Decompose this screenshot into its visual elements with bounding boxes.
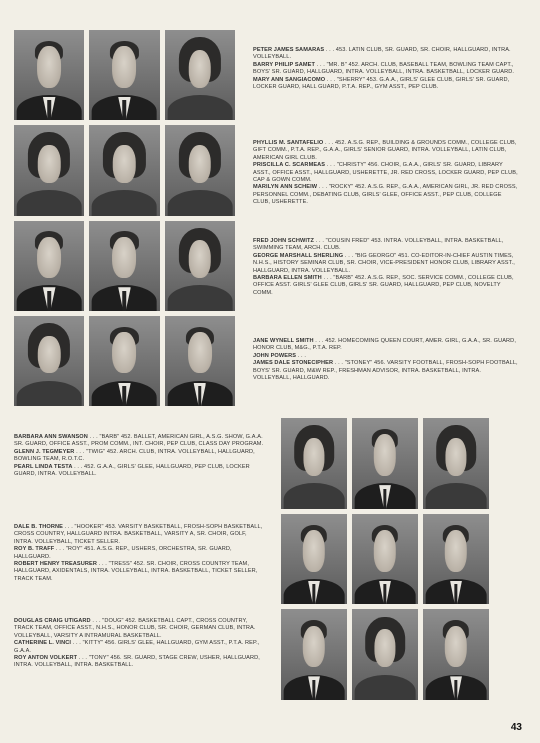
student-activities: . . . "DOUG" 452. BASKETBALL CAPT., CROSS COUNTRY, TRACK TEAM, OFFICE ASST., N.H.S., HONOR CLUB, SR. CHOIR, GERMAN CLUB, INTRA. VOLLEYBALL, VARSITY A INTRAMURAL BASKETBALL. [14,618,256,639]
bio-entry [253,360,519,382]
student-activities: . . . "COUSIN FRED" 453. INTRA. VOLLEYBALL, INTRA. BASKETBALL, SWIMMING TEAM, ARCH. CLUB. [253,238,504,252]
student-activities: . . . "ROCKY" 452. A.S.G. REP., G.A.A., AMERICAN GIRL, JR. RED CROSS, PERSONNEL COMM., DEBATING CLUB, GIRLS' GLEE, OFFICE ASST., PEP CLUB, COLLEGE CLUB, USHERETTE. [253,184,518,206]
student-name: FRED JOHN SCHWITZ [253,238,315,244]
bio-entry [14,464,266,479]
bio-entry [14,561,266,583]
bio-group [253,238,519,297]
student-activities: . . . "TONY" 456. SR. GUARD, STAGE CREW, USHER, HALLGUARD, INTRA. VOLLEYBALL, INTRA. BASKETBALL. [14,655,260,669]
student-activities: . . . "HOOKER" 453. VARSITY BASKETBALL, FROSH-SOPH BASKETBALL, CROSS COUNTRY, HALLGUARD INTRA. BASKETBALL, VARSITY A, SR. CHOIR, GOLF, INTRA. VOLLEYBALL, TICKET SELLER. [14,524,263,545]
portrait-scarmeas [89,125,159,215]
student-name: PEARL LINDA TESTA [14,463,73,470]
student-name: DALE B. THORNE [14,524,63,530]
bio-group [14,434,266,478]
student-name: ROY B. TRAFF [14,546,55,553]
portrait-samet [89,30,159,120]
photo-grid-top [14,30,235,406]
portrait-schwitz [14,221,84,311]
bio-group [253,140,519,207]
portrait-swanson [281,418,347,509]
bio-group [14,618,266,670]
student-name: JAMES DALE STONECIPHER [253,360,334,367]
student-name: BARBARA ANN SWANSON [14,434,88,440]
page-number: 43 [510,722,522,733]
bio-entry [253,184,519,206]
bio-entry [14,546,266,561]
student-name: ROY ANTON VOLKERT [14,655,78,662]
student-name: GLENN J. TEGMEYER [14,448,75,455]
bio-entry [14,618,266,640]
bio-entry [253,238,519,253]
portrait-stonecipher [165,316,235,406]
portrait-sherling [89,221,159,311]
student-activities: . . . "CHRISTY" 456. CHOIR, G.A.A., GIRLS' SR. GUARD, LIBRARY ASST., OFFICE ASST., HALLGUARD, USHERETTE, JR. RED CROSS, LOCKER GUARD, PEP CLUB, CAP & GOWN COMM. [253,162,518,184]
bio-entry [14,449,266,464]
student-activities: . . . "ROY" 451. A.S.G. REP., USHERS, ORCHESTRA, SR. GUARD, HALLGUARD. [14,546,232,560]
bio-entry [14,655,266,670]
student-activities: . . . "KITTY" 456. GIRLS' GLEE, HALLGUARD, GYM ASST., P.T.A. REP., G.A.A. [14,640,260,654]
bio-entry [253,338,519,353]
student-activities: . . . "BARB" 452. A.S.G. REP., SOC. SERVICE COMM., COLLEGE CLUB, OFFICE ASST. GIRLS' GLEE CLUB, GIRLS' SR. GUARD, HALLGUARD, PEP CLUB, NOVELTY COMM. [253,275,514,296]
student-name: BARBARA ELLEN SMITH [253,275,322,282]
student-activities: . . . 452. G.A.A., GIRLS' GLEE, HALLGUARD, PEP CLUB, LOCKER GUARD, INTRA. VOLLEYBALL. [14,463,250,478]
student-name: ROBERT HENRY TREASURER [14,561,98,568]
student-activities: . . . "SHERRY" 453. G.A.A., GIRLS' GLEE CLUB, GIRLS' SR. GUARD, LOCKER GUARD, HALL GUARD, P.T.A. REP., GYM ASST., PEP CLUB. [253,76,510,91]
portrait-treasurer [423,514,489,605]
student-name: MARILYN ANN SCHEIW [253,184,318,191]
portrait-barbara-smith [165,221,235,311]
student-name: PRISCILLA C. SCARMEAS [253,162,326,169]
bio-group [253,47,519,91]
bio-entry [253,275,519,297]
student-name: GEORGE MARSHALL SHERLING [253,252,344,259]
bio-entry [14,434,266,449]
portrait-vinci [352,609,418,700]
student-name: PETER JAMES SAMARAS [253,47,325,53]
student-name: CATHERINE L. VINCI [14,640,72,647]
bio-entry [253,62,519,77]
portrait-powers [89,316,159,406]
student-activities: . . . "TWIG" 452. ARCH. CLUB, INTRA. VOLLEYBALL, HALLGUARD, BOWLING TEAM, R.O.T.C. [14,448,255,463]
bio-group [253,338,519,382]
portrait-jane-smith [14,316,84,406]
student-name: JOHN POWERS [253,352,297,359]
bio-entry [253,47,519,62]
portrait-samaras [14,30,84,120]
portrait-volkert [423,609,489,700]
student-name: PHYLLIS M. SANTAFELIO [253,140,324,146]
portrait-traff [352,514,418,605]
portrait-tegmeyer [352,418,418,509]
bio-entry [253,162,519,184]
bio-entry [14,640,266,655]
portrait-testa [423,418,489,509]
portrait-sangiacomo [165,30,235,120]
bio-entry [14,524,266,546]
student-activities: . . . 453. LATIN CLUB, SR. GUARD, SR. CHOIR, HALLGUARD, INTRA. VOLLEYBALL. [253,47,511,61]
student-activities: . . . [296,352,306,359]
bio-entry [253,353,519,360]
student-activities: . . . "MR. B" 452. ARCH. CLUB, BASEBALL TEAM, BOWLING TEAM CAPT., BOYS' SR. GUARD, HALLGUARD, INTRA. VOLLEYBALL, INTRA. BASKETBALL, LOCKER GUARD. [253,61,515,76]
student-activities: . . . 452. A.S.G. REP., BUILDING & GROUNDS COMM., COLLEGE CLUB, GIFT COMM., P.T.A. REP., G.A.A., GIRLS' SENIOR GUARD, INTRA. VOLLEYBALL, LATIN CLUB, AMERICAN GIRL CLUB. [253,140,517,161]
student-name: BARRY PHILIP SAMET [253,61,315,68]
student-activities: . . . "BARB" 452. BALLET, AMERICAN GIRL, A.S.G. SHOW, G.A.A. SR. GUARD, OFFICE ASST., PROM COMM., INT. CHOIR, PEP CLUB, CLASS DAY PROGRAM. [14,434,264,448]
portrait-utigard [281,609,347,700]
student-name: JANE WYNELL SMITH [253,338,314,344]
bio-entry [253,140,519,162]
student-activities: . . . "BIG GEORGO" 451. CO-EDITOR-IN-CHIEF AUSTIN TIMES, N.H.S., HISTORY SEMINAR CLUB, SR. CHOIR, VICE-PRESIDENT HONOR CLUB, LIBRARY ASST., HALLGUARD, INTRA. VOLLEYBALL. [253,252,515,274]
photo-grid-bottom [281,418,489,700]
bio-entry [253,77,519,92]
student-activities: . . . "TRESS" 452. SR. CHOIR, CROSS COUNTRY TEAM, HALLGUARD, AXIDENTALS, INTRA. VOLLEYBALL, INTRA. BASKETBALL, TICKET SELLER, TRACK TEAM. [14,561,258,582]
student-name: DOUGLAS CRAIG UTIGARD [14,618,91,624]
student-activities: . . . "STONEY" 456. VARSITY FOOTBALL, FROSH-SOPH FOOTBALL, BOYS' SR. GUARD, M&W REP., FRESHMAN ADVISOR, INTRA. BASKETBALL, INTRA. VOLLEYBALL, HALLGUARD. [253,360,518,382]
student-name: MARY ANN SANGIACOMO [253,76,326,83]
portrait-scheiw [165,125,235,215]
portrait-thorne [281,514,347,605]
student-activities: . . . 452. HOMECOMING QUEEN COURT, AMER. GIRL, G.A.A., SR. GUARD, HONOR CLUB, M&G., P.T.A. REP. [253,338,516,352]
bio-entry [253,253,519,275]
bio-group [14,524,266,583]
portrait-santafelio [14,125,84,215]
